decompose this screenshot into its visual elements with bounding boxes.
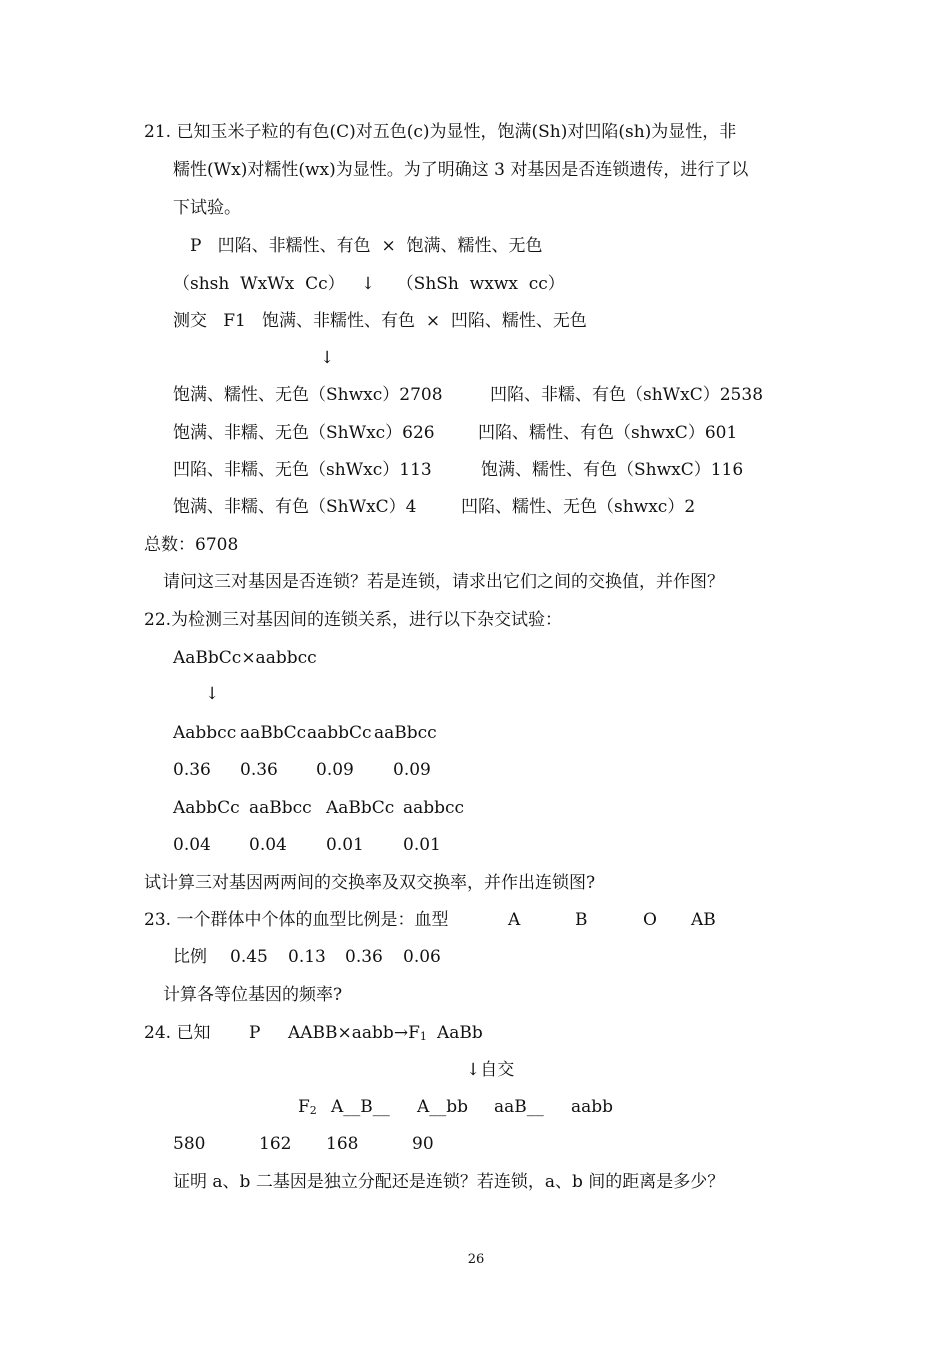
q24-question: 证明 a、b 二基因是独立分配还是连锁？若连锁，a、b 间的距离是多少？ [173,1172,725,1192]
q22-frequency: 0.36 [240,760,278,780]
q22-genotype: AabbCc [173,798,240,818]
q22-frequency: 0.04 [173,835,211,855]
q24-p-label: P [249,1023,261,1043]
q22-title: 22.为检测三对基因间的连锁关系，进行以下杂交试验： [144,610,563,630]
q21-result-right: 凹陷、非糯、有色（shWxC）2538 [490,385,764,405]
q22-frequency: 0.36 [173,760,211,780]
q21-arrow: ↓ [320,348,335,368]
q22-frequency: 0.09 [393,760,431,780]
q23-ratio: 0.45 [230,947,268,967]
q22-genotype: aaBbCc [240,723,307,743]
q21-result-left: 凹陷、非糯、无色（shWxc）113 [173,460,432,480]
q22-genotype: AaBbCc [326,798,395,818]
q22-genotype: Aabbcc [173,723,237,743]
q24-f2-class: A__bb [417,1097,469,1117]
q24-cross: $AABB\times aabb\to F_1$ [288,1023,427,1043]
q23-blood-type: AB [691,910,716,930]
q21-result-left: 饱满、糯性、无色（Shwxc）2708 [173,385,443,405]
q21-result-right: 凹陷、糯性、无色（shwxc）2 [461,497,696,517]
q23-blood-type: A [508,910,521,930]
q21-parent-cross: P 凹陷、非糯性、有色 × 饱满、糯性、无色 [190,236,543,256]
q24-f1-genotype: AaBb [437,1023,483,1043]
q24-count: 90 [412,1134,434,1154]
q24-count: 162 [259,1134,292,1154]
q21-total: 总数：6708 [144,535,239,555]
q21-testcross: 测交 F1 饱满、非糯性、有色 × 凹陷、糯性、无色 [173,311,587,331]
q24-f2-label: $F_2$ [298,1097,317,1117]
q24-intro: 24. 已知 [144,1023,211,1043]
q24-count: 580 [173,1134,206,1154]
q22-frequency: 0.01 [403,835,441,855]
page-number: 26 [467,1252,485,1267]
q24-f2-class: A__B__ [331,1097,390,1117]
q23-blood-type: O [643,910,657,930]
q22-cross: AaBbCc×aabbcc [173,648,317,668]
q23-ratio: 0.06 [403,947,441,967]
q24-f2-class: aaB__ [494,1097,544,1117]
q22-arrow: ↓ [205,684,220,704]
q21-result-right: 饱满、糯性、有色（ShwxC）116 [481,460,744,480]
q21-line-2: 糯性(Wx)对糯性(wx)为显性。为了明确这 3 对基因是否连锁遗传，进行了以 [173,160,749,180]
q23-ratio: 0.13 [288,947,326,967]
q21-question: 请问这三对基因是否连锁？若是连锁，请求出它们之间的交换值，并作图？ [163,572,724,592]
q23-question: 计算各等位基因的频率? [163,985,343,1005]
q22-frequency: 0.09 [316,760,354,780]
q22-genotype: aaBbcc [249,798,312,818]
q24-count: 168 [326,1134,359,1154]
q21-line-1: 21. 已知玉米子粒的有色(C)对五色(c)为显性，饱满(Sh)对凹陷(sh)为显性，非 [144,122,737,142]
q24-selfing: ↓自交 [466,1060,515,1080]
q21-result-left: 饱满、非糯、无色（ShWxc）626 [173,423,435,443]
q21-result-right: 凹陷、糯性、有色（shwxC）601 [478,423,738,443]
q21-line-3: 下试验。 [173,198,241,218]
q22-question: 试计算三对基因两两间的交换率及双交换率，并作出连锁图? [144,873,596,893]
q22-frequency: 0.04 [249,835,287,855]
q21-parent-genotypes: （shsh WxWx Cc） ↓ （ShSh wxwx cc） [173,274,565,294]
q22-genotype: aabbcc [403,798,465,818]
q24-f2-class: aabb [571,1097,614,1117]
q22-frequency: 0.01 [326,835,364,855]
q21-result-left: 饱满、非糯、有色（ShWxC）4 [173,497,417,517]
q23-ratio: 0.36 [345,947,383,967]
q22-genotype: aaBbcc [374,723,437,743]
q23-title: 23. 一个群体中个体的血型比例是：血型 [144,910,449,930]
q23-ratio-label: 比例 [173,947,207,967]
q23-blood-type: B [575,910,588,930]
q22-genotype: aabbCc [307,723,372,743]
